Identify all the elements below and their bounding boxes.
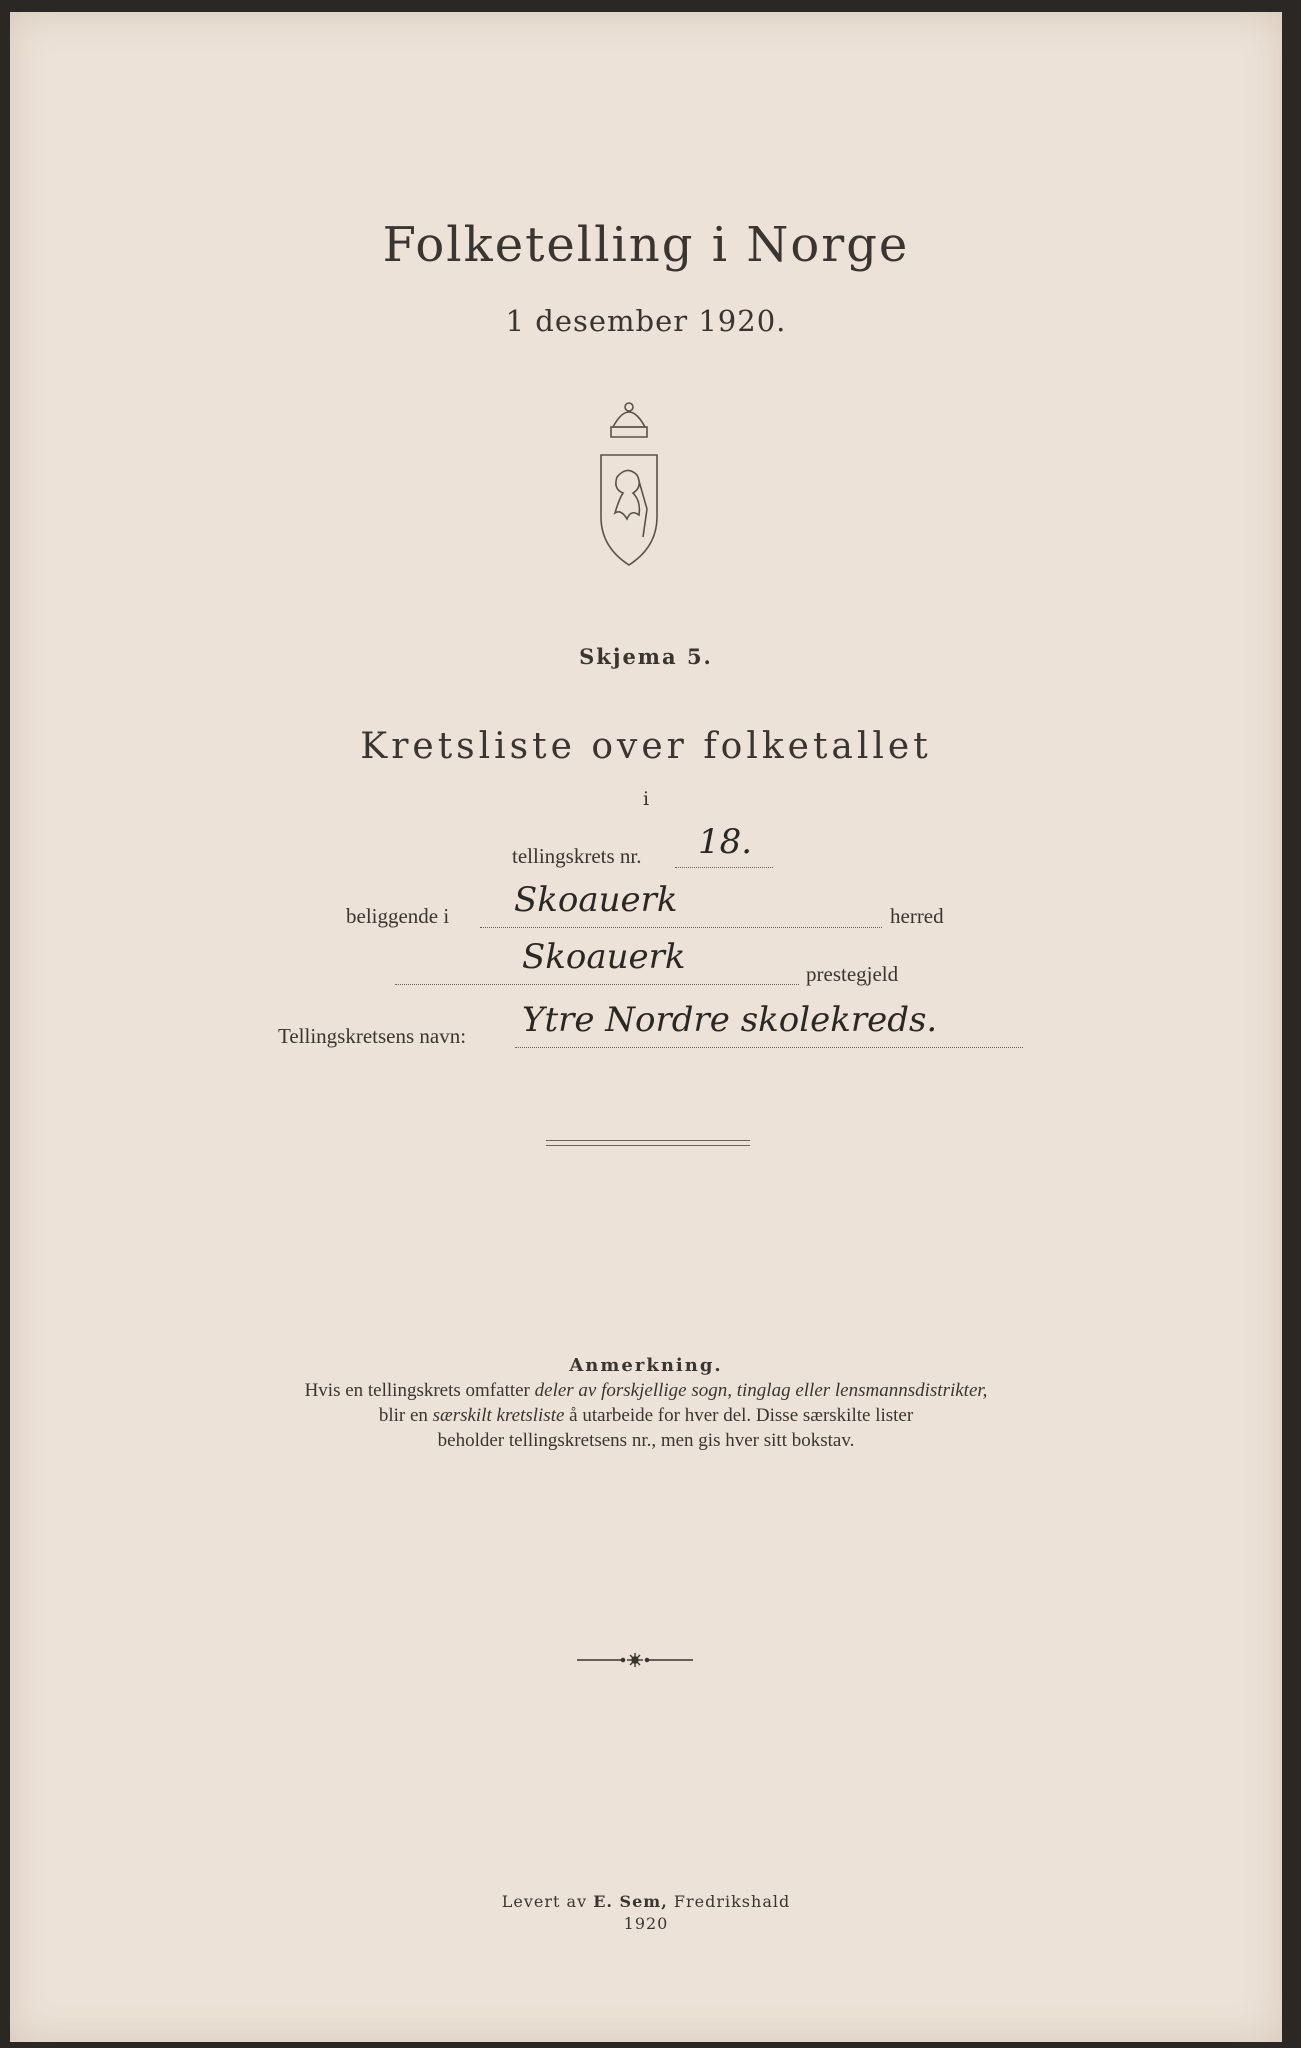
coat-of-arms-icon (593, 397, 665, 567)
census-date: 1 desember 1920. (505, 304, 787, 338)
remark-line-1 (10, 1380, 1282, 1402)
tellingskrets-label: tellingskrets nr. (512, 844, 642, 868)
divider-rule-top (546, 1140, 750, 1141)
beliggende-line (480, 927, 882, 928)
prestegjeld-value: Skoauerk (522, 937, 686, 977)
printer-city: Fredrikshald (667, 1892, 791, 1911)
remark-line-3: beholder tellingskretsens nr., men gis hver sitt bokstav. (437, 1430, 855, 1451)
printer-name: E. Sem, (593, 1892, 668, 1911)
remark-line-1-emphasis: deler av forskjellige sogn, tinglag eller lensmannsdistrikter, (534, 1380, 988, 1401)
printer-credit (10, 1892, 1282, 1911)
ornament-divider-icon (575, 1650, 695, 1670)
remark-line-2-emphasis: særskilt kretsliste (432, 1405, 565, 1426)
kretsnavn-label: Tellingskretsens navn: (278, 1024, 467, 1048)
remark-line-2 (10, 1405, 1282, 1427)
connector-word: i (642, 788, 650, 810)
kretsnavn-value: Ytre Nordre skolekreds. (522, 1000, 938, 1040)
beliggende-value: Skoauerk (514, 880, 678, 920)
page-title: Folketelling i Norge (382, 217, 910, 273)
divider-rule-bottom (546, 1145, 750, 1146)
herred-label: herred (890, 904, 944, 928)
prestegjeld-label: prestegjeld (806, 962, 899, 986)
form-subtitle: Kretsliste over folketallet (360, 726, 932, 767)
remark-line-2-text-c: å utarbeide for hver del. Disse særskilte lister (564, 1405, 914, 1426)
schema-label: Skjema 5. (579, 644, 713, 669)
remark-line-2-text-a: blir en (378, 1405, 433, 1426)
remark-line-1-text: Hvis en tellingskrets omfatter (304, 1380, 535, 1401)
beliggende-label: beliggende i (346, 904, 450, 928)
remark-heading: Anmerkning. (569, 1355, 723, 1376)
prestegjeld-line (395, 984, 799, 985)
census-form-page (10, 12, 1282, 2042)
kretsnavn-line (515, 1047, 1023, 1048)
printer-year: 1920 (623, 1914, 669, 1933)
tellingskrets-value: 18. (698, 822, 753, 862)
printer-prefix: Levert av (501, 1892, 594, 1911)
tellingskrets-line (675, 867, 773, 868)
